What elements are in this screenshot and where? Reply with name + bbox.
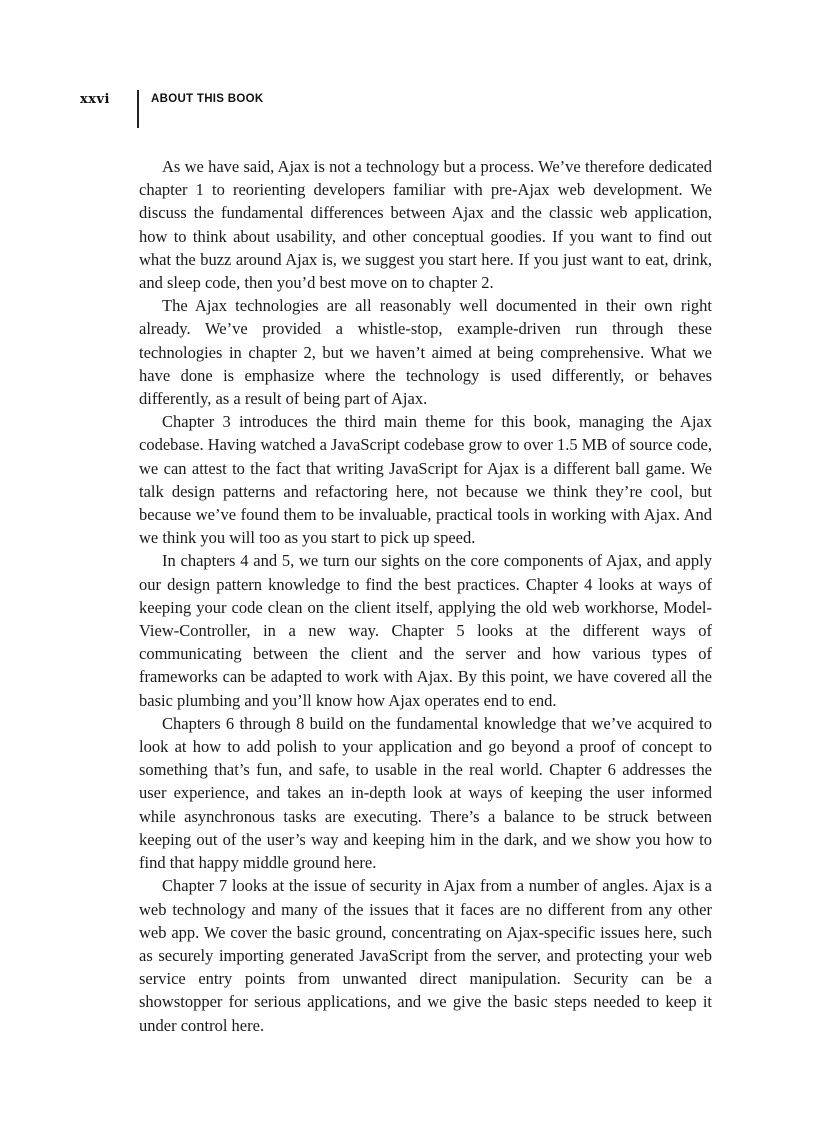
page-number: xxvi <box>80 92 110 107</box>
paragraph-chapter-1: As we have said, Ajax is not a technology but a process. We’ve therefore dedicated chapter 1 to reorienting developers familiar with pre-Ajax web development. We discuss the fundamental differences between Ajax and the classic web application, how to think about usability, and other conceptual goodies. If you want to find out what the buzz around Ajax is, we suggest you start here. If you just want to eat, drink, and sleep code, then you’d best move on to chapter 2. <box>139 157 712 293</box>
paragraph-chapters-6-8: Chapters 6 through 8 build on the fundamental knowledge that we’ve acquired to look at how to add polish to your application and go beyond a proof of concept to something that’s fun, and safe, to usable in the real world. Chapter 6 addresses the user experience, and takes an in-depth look at ways of keeping the user informed while asynchronous tasks are executing. There’s a balance to be struck between keeping out of the user’s way and keeping him in the dark, and we show you how to find that happy middle ground here. <box>139 713 712 873</box>
section-title: ABOUT THIS BOOK <box>151 93 264 105</box>
running-head <box>0 90 816 130</box>
paragraph-chapter-7: Chapter 7 looks at the issue of security in Ajax from a number of angles. Ajax is a web technology and many of the issues that it faces are no different from any other web app. We cover the basic ground, concentrating on Ajax-specific issues here, such as securely importing generated JavaScript from the server, and protecting your web service entry points from unwanted direct manipulation. Security can be a showstopper for serious applications, and we give the basic steps needed to keep it under control here. <box>139 876 712 1035</box>
header-divider <box>137 90 139 128</box>
body-text <box>139 155 712 1037</box>
paragraph-chapters-4-5: In chapters 4 and 5, we turn our sights on the core components of Ajax, and apply our design pattern knowledge to find the best practices. Chapter 4 looks at ways of keeping your code clean on the client itself, applying the old web workhorse, Model-View-Controller, in a new way. Chapter 5 looks at the different ways of communicating between the client and the server and how various types of frameworks can be adapted to work with Ajax. By this point, we have covered all the basic plumbing and you’ll know how Ajax operates end to end. <box>139 551 712 710</box>
paragraph-chapter-2: The Ajax technologies are all reasonably well documented in their own right already. We’ve provided a whistle-stop, example-driven run through these technologies in chapter 2, but we haven’t aimed at being comprehensive. What we have done is emphasize where the technology is used differently, or behaves differently, as a result of being part of Ajax. <box>139 296 712 409</box>
paragraph-chapter-3: Chapter 3 introduces the third main theme for this book, managing the Ajax codebase. Having watched a JavaScript codebase grow to over 1.5 MB of source code, we can attest to the fact that writing JavaScript for Ajax is a different ball game. We talk design patterns and refactoring here, not because we think they’re cool, but because we’ve found them to be invaluable, practical tools in working with Ajax. And we think you will too as you start to pick up speed. <box>139 412 712 548</box>
